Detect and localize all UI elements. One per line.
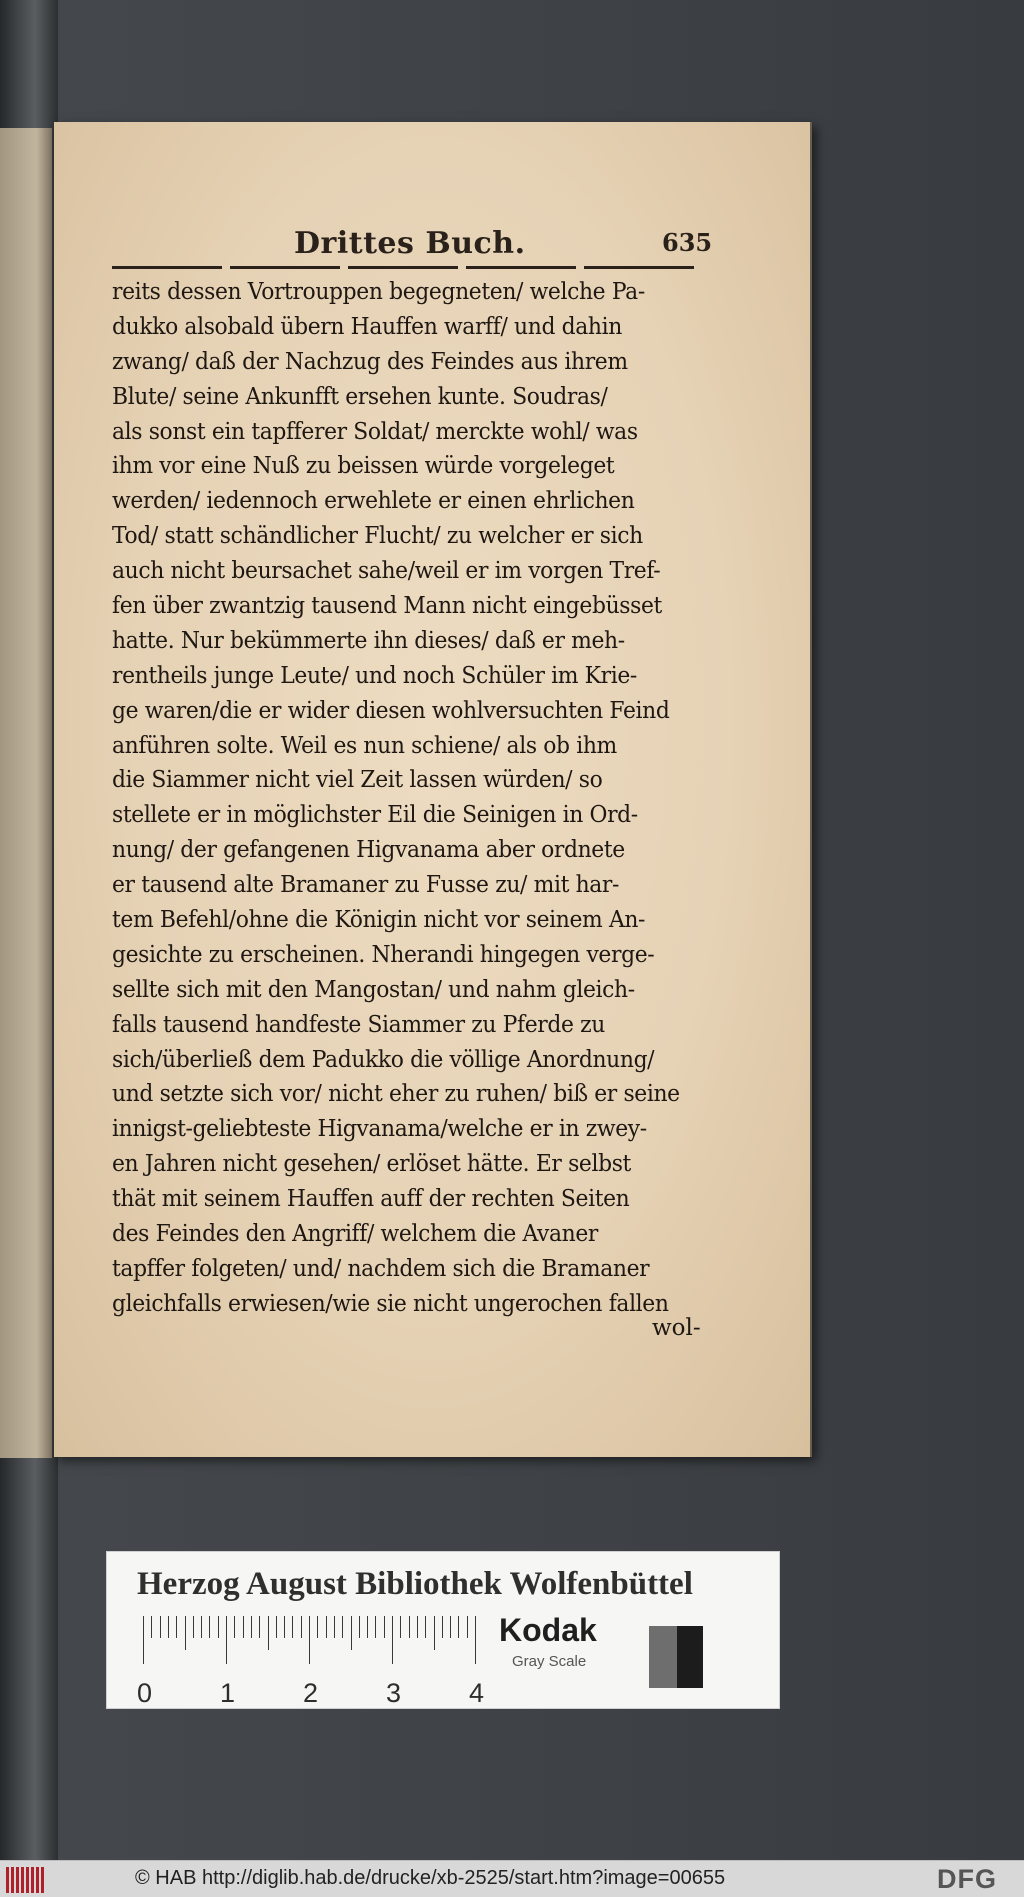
ruler-tick	[218, 1616, 219, 1638]
text-line: falls tausend handfeste Siammer zu Pferde zu	[112, 1009, 605, 1038]
body-text	[112, 274, 722, 1321]
text-line: fen über zwantzig tausend Mann nicht eingebüsset	[112, 591, 662, 620]
page-header	[54, 226, 812, 266]
catchword: wol-	[652, 1315, 701, 1341]
ruler-number: 3	[386, 1678, 402, 1708]
ruler-tick	[276, 1616, 277, 1638]
ruler-tick	[392, 1616, 393, 1664]
ruler-number: 2	[303, 1678, 319, 1708]
facing-page-edge	[0, 128, 52, 1458]
header-rule	[112, 266, 702, 269]
text-line: anführen solte. Weil es nun schiene/ als ob ihm	[112, 730, 617, 759]
ruler-tick	[268, 1616, 269, 1650]
text-line: ihm vor eine Nuß zu beissen würde vorgeleget	[112, 451, 615, 480]
text-line: gleichfalls erwiesen/wie sie nicht ungerochen fallen	[112, 1288, 669, 1317]
ruler-tick	[309, 1616, 310, 1664]
ruler-tick	[417, 1616, 418, 1638]
ruler-tick	[168, 1616, 169, 1638]
text-line: rentheils junge Leute/ und noch Schüler im Krie-	[112, 660, 637, 689]
running-head: Drittes Buch.	[294, 226, 526, 261]
ruler-tick	[160, 1616, 161, 1638]
text-line: hatte. Nur bekümmerte ihn dieses/ daß er meh-	[112, 625, 625, 654]
ruler-tick	[384, 1616, 385, 1638]
ruler-tick	[243, 1616, 244, 1638]
ruler-tick	[326, 1616, 327, 1638]
text-line: tapffer folgeten/ und/ nachdem sich die Bramaner	[112, 1253, 650, 1282]
book-page	[54, 122, 812, 1457]
ruler-tick	[251, 1616, 252, 1638]
ruler-tick	[367, 1616, 368, 1638]
text-line: und setzte sich vor/ nicht eher zu ruhen/ biß er seine	[112, 1079, 680, 1108]
color-target-card	[106, 1551, 780, 1709]
text-line: en Jahren nicht gesehen/ erlöset hätte. Er selbst	[112, 1149, 631, 1178]
kodak-logo: Kodak	[499, 1612, 597, 1648]
ruler-tick	[400, 1616, 401, 1638]
text-line: ge waren/die er wider diesen wohlversuchten Feind	[112, 695, 670, 724]
ruler-tick	[434, 1616, 435, 1650]
measurement-ruler	[137, 1616, 497, 1706]
text-line: auch nicht beursachet sahe/weil er im vorgen Tref-	[112, 556, 661, 585]
ruler-number: 1	[220, 1678, 236, 1708]
ruler-tick	[151, 1616, 152, 1638]
text-line: innigst-geliebteste Higvanama/welche er in zwey-	[112, 1114, 647, 1143]
text-line: zwang/ daß der Nachzug des Feindes aus ihrem	[112, 346, 628, 375]
kodak-gray-scale-label: Gray Scale	[512, 1653, 587, 1670]
text-line: er tausend alte Bramaner zu Fusse zu/ mit har-	[112, 870, 620, 899]
ruler-tick	[234, 1616, 235, 1638]
text-line: die Siammer nicht viel Zeit lassen würden/ so	[112, 765, 603, 794]
text-line: dukko alsobald übern Hauffen warff/ und dahin	[112, 311, 622, 340]
ruler-tick	[342, 1616, 343, 1638]
footer-source-link[interactable]: © HAB http://diglib.hab.de/drucke/xb-2525/start.htm?image=00655	[135, 1867, 726, 1889]
ruler-tick	[259, 1616, 260, 1638]
text-line: sich/überließ dem Padukko die völlige Anordnung/	[112, 1044, 655, 1073]
ruler-tick	[450, 1616, 451, 1638]
dfg-logo: DFG	[937, 1864, 997, 1894]
ruler-tick	[409, 1616, 410, 1638]
ruler-tick	[442, 1616, 443, 1638]
ruler-tick	[143, 1616, 144, 1664]
gray-patch	[649, 1626, 677, 1688]
ruler-tick	[317, 1616, 318, 1638]
text-line: werden/ iedennoch erwehlete er einen ehrlichen	[112, 486, 635, 515]
ruler-tick	[201, 1616, 202, 1638]
text-line: reits dessen Vortrouppen begegneten/ welche Pa-	[112, 277, 645, 305]
ruler-tick	[458, 1616, 459, 1638]
page-number: 635	[662, 228, 713, 257]
text-line: sellte sich mit den Mangostan/ und nahm gleich-	[112, 974, 635, 1003]
text-line: stellete er in möglichster Eil die Seinigen in Ord-	[112, 800, 638, 829]
ruler-tick	[292, 1616, 293, 1638]
ruler-tick	[475, 1616, 476, 1664]
barcode-icon	[6, 1867, 46, 1893]
text-line: nung/ der gefangenen Higvanama aber ordnete	[112, 835, 625, 864]
ruler-tick	[359, 1616, 360, 1638]
ruler-tick	[375, 1616, 376, 1638]
text-line: des Feindes den Angriff/ welchem die Avaner	[112, 1219, 599, 1248]
black-patch	[677, 1626, 703, 1688]
footer-bar	[0, 1860, 1024, 1897]
ruler-tick	[176, 1616, 177, 1638]
ruler-tick	[284, 1616, 285, 1638]
ruler-tick	[209, 1616, 210, 1638]
text-line: gesichte zu erscheinen. Nherandi hingegen verge-	[112, 939, 655, 968]
ruler-number: 4	[469, 1678, 485, 1708]
text-line: als sonst ein tapfferer Soldat/ merckte wohl/ was	[112, 416, 638, 445]
target-title: Herzog August Bibliothek Wolfenbüttel	[137, 1566, 693, 1602]
ruler-number: 0	[137, 1678, 153, 1708]
ruler-tick	[334, 1616, 335, 1638]
ruler-tick	[226, 1616, 227, 1664]
text-line: thät mit seinem Hauffen auff der rechten Seiten	[112, 1184, 630, 1213]
ruler-tick	[425, 1616, 426, 1638]
ruler-tick	[467, 1616, 468, 1638]
text-line: Tod/ statt schändlicher Flucht/ zu welcher er sich	[112, 521, 643, 550]
text-line: Blute/ seine Ankunfft ersehen kunte. Soudras/	[112, 381, 608, 410]
ruler-tick	[185, 1616, 186, 1650]
ruler-tick	[351, 1616, 352, 1650]
text-line: tem Befehl/ohne die Königin nicht vor seinem An-	[112, 905, 646, 934]
ruler-tick	[193, 1616, 194, 1638]
ruler-tick	[301, 1616, 302, 1638]
